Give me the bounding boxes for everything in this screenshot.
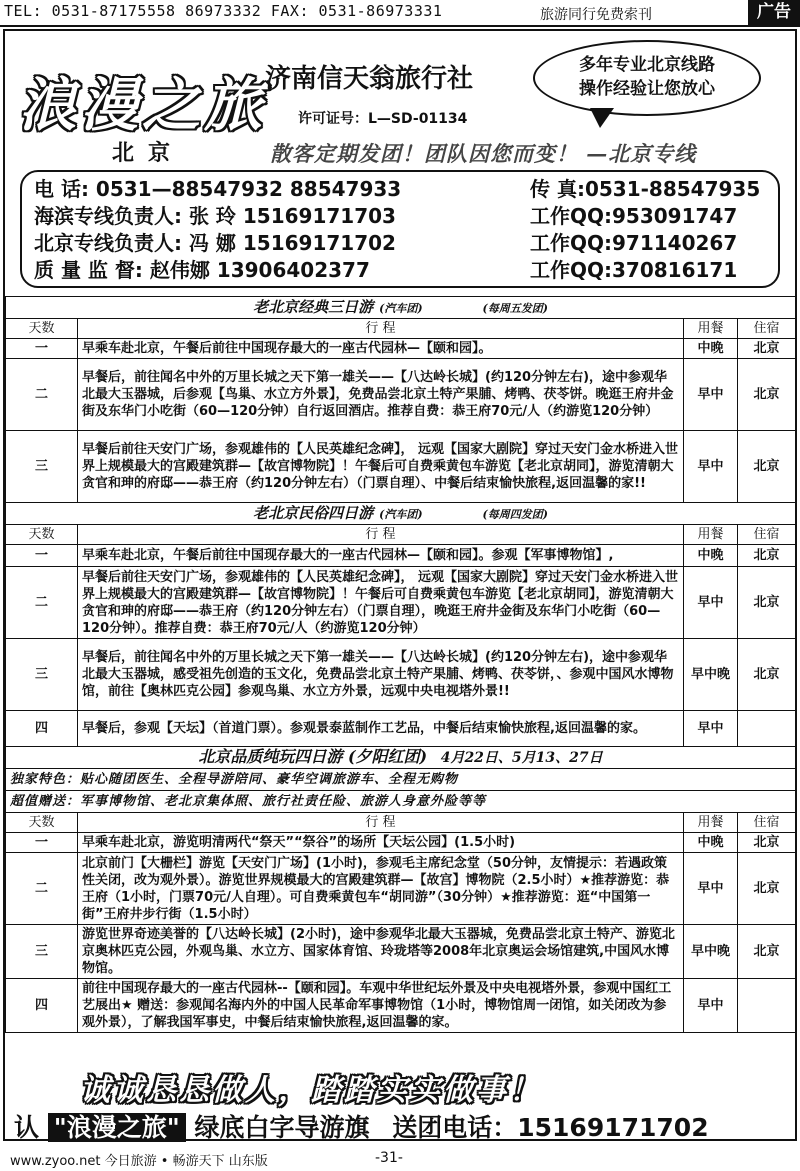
desc-cell: 早餐后前往天安门广场，参观雄伟的【人民英雄纪念碑】， 远观【国家大剧院】穿过天安门金水桥进入世界上规模最大的宫殿建筑群—【故宫博物院】！午餐后可自费乘黄包车游览【老北京胡同】，游览清朝大贪官和珅的府邸——恭王府（约120分钟左右）（门票自理），晚逛王府井金街及东华门小吃街（60—120分钟）。推荐自费：恭王府70元/人（约游览120分钟） [78,567,684,639]
tour-title [6,747,796,769]
day-cell: 三 [6,431,78,503]
meal-cell: 早中 [684,853,738,925]
table-row [6,711,796,747]
tour3-gift: 超值赠送：军事博物馆、老北京集体照、旅行社责任险、旅游人身意外险等等 [6,791,796,813]
day-cell: 一 [6,545,78,567]
stay-cell: 北京 [738,833,796,853]
meal-cell: 中晚 [684,339,738,359]
stay-cell [738,979,796,1033]
contact-qq: 工作QQ:953091747 [530,204,738,228]
table-row [6,431,796,503]
table-row [6,567,796,639]
meal-cell: 早中 [684,979,738,1033]
recognize-label: 认 [14,1113,40,1142]
tour2-name: 老北京民俗四日游 [253,503,374,522]
col-meal: 用餐 [684,319,738,339]
col-stay: 住宿 [738,525,796,545]
meal-cell: 早中 [684,359,738,431]
col-stay: 住宿 [738,319,796,339]
desc-cell: 早餐后，前往闻名中外的万里长城之天下第一雄关——【八达岭长城】(约120分钟左右)，途中参观华北最大玉器城，后参观【鸟巢、水立方外景】，免费品尝北京土特产果脯、烤鸭、茯苓饼。晚逛王府井金街及东华门小吃街（60—120分钟）自行返回酒店。推荐自费：恭王府70元/人（约游览120分钟） [78,359,684,431]
desc-cell: 前往中国现存最大的一座古代园林--【颐和园】。车观中华世纪坛外景及中央电视塔外景，参观中国红工艺展出★ 赠送：参观闻名海内外的中国人民革命军事博物馆（1小时，博物馆周一闭馆，如关闭改为参观外景），了解我国军事史，中餐后结束愉快旅程,返回温馨的家。 [78,979,684,1033]
itinerary-table [5,296,796,1033]
stay-cell: 北京 [738,567,796,639]
agency-name: 济南信天翁旅行社 [265,64,474,94]
col-itinerary: 行 程 [78,813,684,833]
table-row [6,339,796,359]
table-row [6,359,796,431]
contact-qq: 工作QQ:370816171 [530,258,738,282]
col-itinerary: 行 程 [78,525,684,545]
day-cell: 四 [6,979,78,1033]
slogan: 散客定期发团！团队因您而变！ —北京专线 [270,141,697,166]
send-phone: 送团电话：15169171702 [392,1113,709,1142]
tour2-schedule: (每周四发团) [482,507,548,521]
speech-bubble [533,40,761,116]
stay-cell: 北京 [738,359,796,431]
col-day: 天数 [6,319,78,339]
table-row [6,545,796,567]
bottom-bar [0,1145,800,1171]
col-day: 天数 [6,525,78,545]
desc-cell: 早餐后，前往闻名中外的万里长城之天下第一雄关——【八达岭长城】(约120分钟左右)，途中参观华北最大玉器城，感受祖先创造的玉文化，免费品尝北京土特产果脯、烤鸭、茯苓饼，、参观中国风水博物馆，前往【奥林匹克公园】参观鸟巢、水立方外景，远观中央电视塔外景!! [78,639,684,711]
desc-cell: 游览世界奇迹美誉的【八达岭长城】(2小时)，途中参观华北最大玉器城，免费品尝北京土特产、游览北京奥林匹克公园，外观鸟巢、水立方、国家体育馆、玲珑塔等2008年北京奥运会场馆建筑,中国风水博物馆。 [78,925,684,979]
table-row [6,979,796,1033]
brand-logo: 浪漫之旅 [18,71,267,139]
table-row [6,639,796,711]
index-label: 旅游同行免费索刊 [540,7,652,23]
tour1-name: 老北京经典三日游 [253,297,374,316]
bubble-line-1: 多年专业北京线路 [579,55,715,75]
contact-row [34,230,766,257]
desc-cell: 北京前门【大栅栏】游览【天安门广场】(1小时)，参观毛主席纪念堂（50分钟，友情提示：若遇政策性关闭，改为观外景）。游览世界规模最大的宫殿建筑群—【故宫】博物院（2.5小时）★推荐游览：恭王府（1小时，门票70元/人自理）。可自费乘黄包车“胡同游”（30分钟）★推荐游览：逛“中国第一街”王府井步行街（1.5小时） [78,853,684,925]
contact-row [34,176,766,203]
page-number: -31- [375,1150,403,1166]
ad-badge: 广告 [748,0,800,25]
day-cell: 四 [6,711,78,747]
tour3-name: 北京品质纯玩四日游 (夕阳红团) [198,747,428,766]
stay-cell: 北京 [738,431,796,503]
table-row [6,925,796,979]
col-stay: 住宿 [738,813,796,833]
itinerary-tables [5,296,796,1033]
contact-fax: 传 真:0531-88547935 [530,177,761,201]
desc-cell: 早乘车赴北京，午餐后前往中国现存最大的一座古代园林—【颐和园】。参观【军事博物馆】, [78,545,684,567]
meal-cell: 早中 [684,711,738,747]
tour3-feature: 独家特色：贴心随团医生、全程导游陪同、豪华空调旅游车、全程无购物 [6,769,796,791]
day-cell: 一 [6,833,78,853]
bubble-line-2: 操作经验让您放心 [579,79,715,99]
contact-supervisor: 质 量 监 督: 赵伟娜 13906402377 [34,258,370,282]
motto: 诚诚恳恳做人，踏踏实实做事！ [80,1073,542,1108]
contact-manager-coast: 海滨专线负责人: 张 玲 15169171703 [34,204,396,228]
license-number: 许可证号：L—SD-01134 [298,111,468,127]
day-cell: 三 [6,639,78,711]
top-bar [0,0,800,27]
stay-cell: 北京 [738,639,796,711]
col-day: 天数 [6,813,78,833]
table-row [6,833,796,853]
contact-phone: 电 话: 0531—88547932 88547933 [34,177,402,201]
day-cell: 三 [6,925,78,979]
stay-cell [738,711,796,747]
table-row [6,853,796,925]
col-itinerary: 行 程 [78,319,684,339]
day-cell: 二 [6,359,78,431]
col-meal: 用餐 [684,525,738,545]
desc-cell: 早餐后，参观【天坛】（首道门票）。参观景泰蓝制作工艺品，中餐后结束愉快旅程,返回温馨的家。 [78,711,684,747]
tour-title [6,503,796,525]
tour2-tag: (汽车团) [379,507,423,521]
tour3-dates: 4月22日、5月13、27日 [440,750,603,766]
publisher-contact: TEL: 0531-87175558 86973332 FAX: 0531-86973331 [4,2,443,20]
col-meal: 用餐 [684,813,738,833]
tour1-schedule: (每周五发团) [482,301,548,315]
stay-cell: 北京 [738,853,796,925]
day-cell: 二 [6,567,78,639]
tour1-tag: (汽车团) [379,301,423,315]
meal-cell: 早中晚 [684,639,738,711]
bubble-tail [590,108,614,128]
brand-flag: "浪漫之旅" [48,1113,186,1142]
flag-description: 绿底白字导游旗 [194,1113,370,1142]
meal-cell: 中晚 [684,833,738,853]
contact-manager-beijing: 北京专线负责人: 冯 娜 15169171702 [34,231,396,255]
flag-line [14,1108,709,1144]
day-cell: 二 [6,853,78,925]
contact-box [20,170,780,288]
desc-cell: 早乘车赴北京，午餐后前往中国现存最大的一座古代园林—【颐和园】。 [78,339,684,359]
desc-cell: 早餐后前往天安门广场，参观雄伟的【人民英雄纪念碑】， 远观【国家大剧院】穿过天安门金水桥进入世界上规模最大的宫殿建筑群—【故宫博物院】！午餐后可自费乘黄包车游览【老北京胡同】，游览清朝大贪官和珅的府邸——恭王府（约120分钟左右）（门票自理）、中餐后结束愉快旅程,返回温馨的家!! [78,431,684,503]
desc-cell: 早乘车赴北京，游览明清两代“祭天”“祭谷”的场所【天坛公园】(1.5小时) [78,833,684,853]
stay-cell: 北京 [738,339,796,359]
destination-label: 北京 [112,141,185,166]
stay-cell: 北京 [738,545,796,567]
meal-cell: 中晚 [684,545,738,567]
meal-cell: 早中晚 [684,925,738,979]
meal-cell: 早中 [684,431,738,503]
site-credit: www.zyoo.net 今日旅游 • 畅游天下 山东版 [10,1154,268,1169]
contact-qq: 工作QQ:971140267 [530,231,738,255]
stay-cell: 北京 [738,925,796,979]
day-cell: 一 [6,339,78,359]
contact-row [34,257,766,284]
meal-cell: 早中 [684,567,738,639]
tour-title [6,297,796,319]
contact-row [34,203,766,230]
